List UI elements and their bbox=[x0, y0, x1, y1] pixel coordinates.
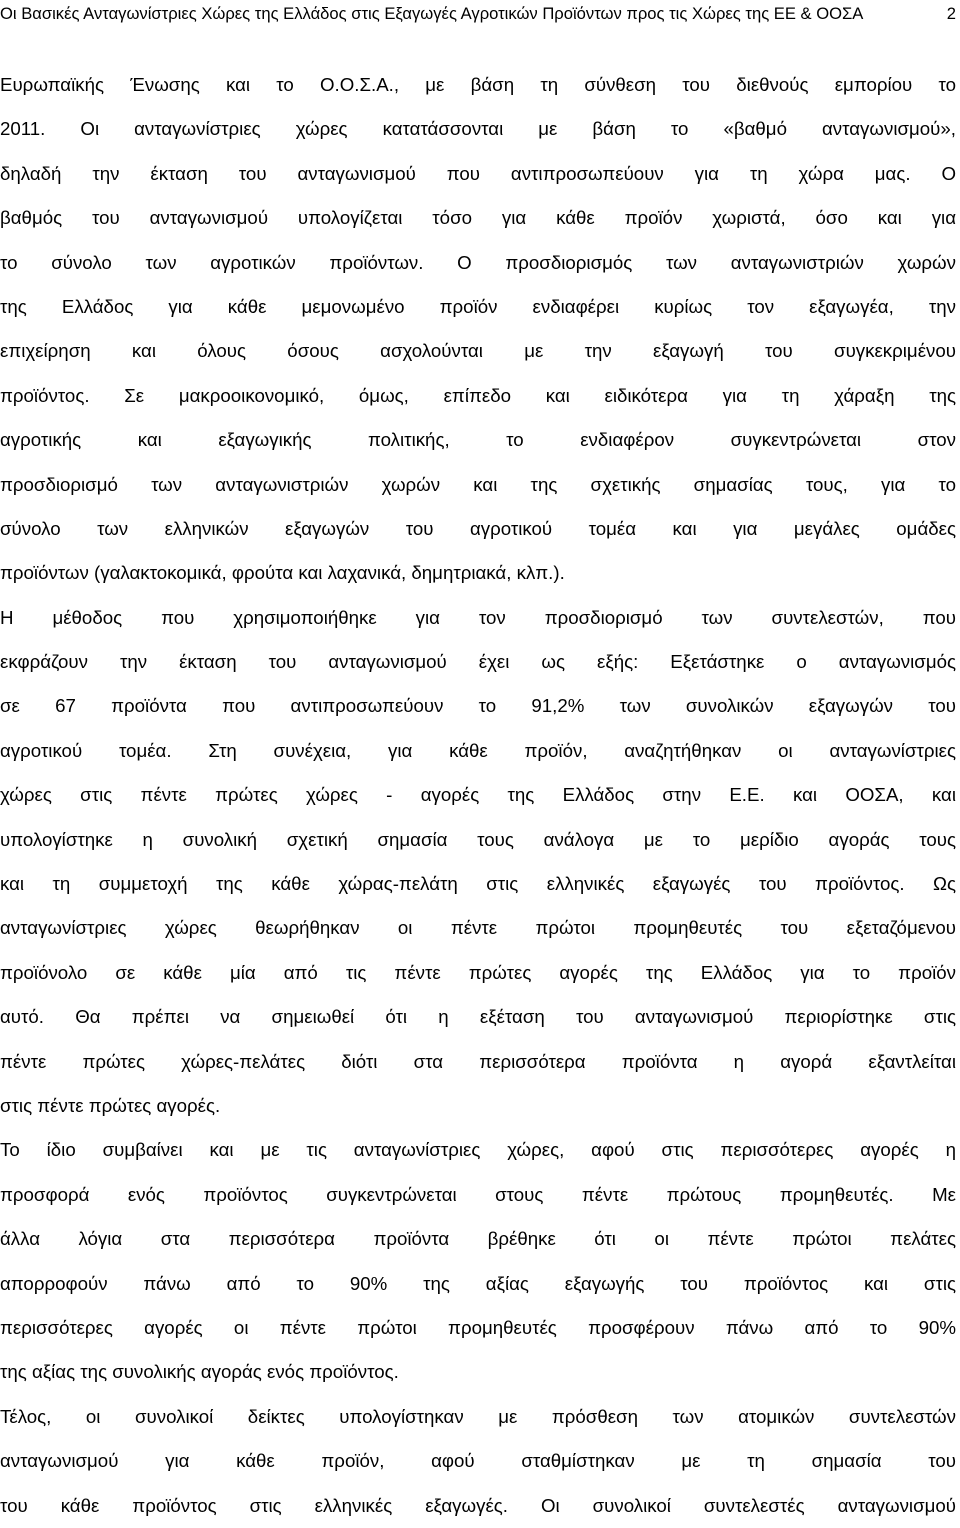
text-line: 2011. Οι ανταγωνίστριες χώρες κατατάσσονται με βάση το «βαθμό ανταγωνισμού», bbox=[0, 118, 956, 140]
running-title: Οι Βασικές Ανταγωνίστριες Χώρες της Ελλάδος στις Εξαγωγές Αγροτικών Προϊόντων προς τις Χώρες της ΕΕ & ΟΟΣΑ bbox=[0, 4, 864, 23]
text-line: περισσότερες αγορές οι πέντε πρώτοι προμηθευτές προσφέρουν πάνω από το 90% bbox=[0, 1316, 956, 1338]
text-line: Το ίδιο συμβαίνει και με τις ανταγωνίστριες χώρες, αφού στις περισσότερες αγορές η bbox=[0, 1139, 956, 1161]
body-text bbox=[0, 63, 956, 1528]
text-line: βαθμός του ανταγωνισμού υπολογίζεται τόσο για κάθε προϊόν χωριστά, όσο και για bbox=[0, 207, 956, 229]
text-line: σε 67 προϊόντα που αντιπροσωπεύουν το 91,2% των συνολικών εξαγωγών του bbox=[0, 695, 956, 717]
text-line: πέντε πρώτες χώρες-πελάτες διότι στα περισσότερα προϊόντα η αγορά εξαντλείται bbox=[0, 1050, 956, 1072]
text-line: εκφράζουν την έκταση του ανταγωνισμού έχει ως εξής: Εξετάστηκε ο ανταγωνισμός bbox=[0, 651, 956, 673]
text-line: Η μέθοδος που χρησιμοποιήθηκε για τον προσδιορισμό των συντελεστών, που bbox=[0, 606, 956, 628]
text-line: Τέλος, οι συνολικοί δείκτες υπολογίστηκαν με πρόσθεση των ατομικών συντελεστών bbox=[0, 1405, 956, 1427]
text-line: αγροτικού τομέα. Στη συνέχεια, για κάθε προϊόν, αναζητήθηκαν οι ανταγωνίστριες bbox=[0, 739, 956, 761]
text-line: άλλα λόγια στα περισσότερα προϊόντα βρέθηκε ότι οι πέντε πρώτοι πελάτες bbox=[0, 1228, 956, 1250]
text-line: αυτό. Θα πρέπει να σημειωθεί ότι η εξέταση του ανταγωνισμού περιορίστηκε στις bbox=[0, 1006, 956, 1028]
text-line: σύνολο των ελληνικών εξαγωγών του αγροτικού τομέα και για μεγάλες ομάδες bbox=[0, 517, 956, 539]
text-line: δηλαδή την έκταση του ανταγωνισμού που αντιπροσωπεύουν για τη χώρα μας. Ο bbox=[0, 162, 956, 184]
text-line: το σύνολο των αγροτικών προϊόντων. Ο προσδιορισμός των ανταγωνιστριών χωρών bbox=[0, 251, 956, 273]
text-line: ανταγωνισμού για κάθε προϊόν, αφού σταθμίστηκαν με τη σημασία του bbox=[0, 1450, 956, 1472]
text-line: προϊόντος. Σε μακροοικονομικό, όμως, επίπεδο και ειδικότερα για τη χάραξη της bbox=[0, 384, 956, 406]
text-line: αγροτικής και εξαγωγικής πολιτικής, το ενδιαφέρον συγκεντρώνεται στον bbox=[0, 429, 956, 451]
text-line: προϊόντων (γαλακτοκομικά, φρούτα και λαχανικά, δημητριακά, κλπ.). bbox=[0, 562, 565, 584]
text-line: της αξίας της συνολικής αγοράς ενός προϊόντος. bbox=[0, 1361, 399, 1383]
text-line: Ευρωπαϊκής Ένωσης και το Ο.Ο.Σ.Α., με βάση τη σύνθεση του διεθνούς εμπορίου το bbox=[0, 74, 956, 95]
text-line: προϊόνολο σε κάθε μία από τις πέντε πρώτες αγορές της Ελλάδος για το προϊόν bbox=[0, 961, 956, 983]
page-header bbox=[0, 3, 960, 25]
text-line: προσδιορισμό των ανταγωνιστριών χωρών και της σχετικής σημασίας τους, για το bbox=[0, 473, 956, 495]
text-line: ανταγωνίστριες χώρες θεωρήθηκαν οι πέντε πρώτοι προμηθευτές του εξεταζόμενου bbox=[0, 917, 956, 939]
text-line: υπολογίστηκε η συνολική σχετική σημασία τους ανάλογα με το μερίδιο αγοράς τους bbox=[0, 828, 956, 850]
text-line: επιχείρηση και όλους όσους ασχολούνται με την εξαγωγή του συγκεκριμένου bbox=[0, 340, 956, 362]
text-line: στις πέντε πρώτες αγορές. bbox=[0, 1094, 221, 1116]
text-line: της Ελλάδος για κάθε μεμονωμένο προϊόν ενδιαφέρει κυρίως τον εξαγωγέα, την bbox=[0, 295, 956, 317]
text-line: του κάθε προϊόντος στις ελληνικές εξαγωγές. Οι συνολικοί συντελεστές ανταγωνισμού bbox=[0, 1494, 956, 1516]
text-line: και τη συμμετοχή της κάθε χώρας-πελάτη στις ελληνικές εξαγωγές του προϊόντος. Ως bbox=[0, 873, 956, 895]
text-line: απορροφούν πάνω από το 90% της αξίας εξαγωγής του προϊόντος και στις bbox=[0, 1272, 956, 1294]
page-number: 2 bbox=[946, 4, 956, 23]
text-line: χώρες στις πέντε πρώτες χώρες - αγορές της Ελλάδος στην Ε.Ε. και ΟΟΣΑ, και bbox=[0, 784, 956, 806]
text-line: προσφορά ενός προϊόντος συγκεντρώνεται στους πέντε πρώτους προμηθευτές. Με bbox=[0, 1183, 956, 1205]
